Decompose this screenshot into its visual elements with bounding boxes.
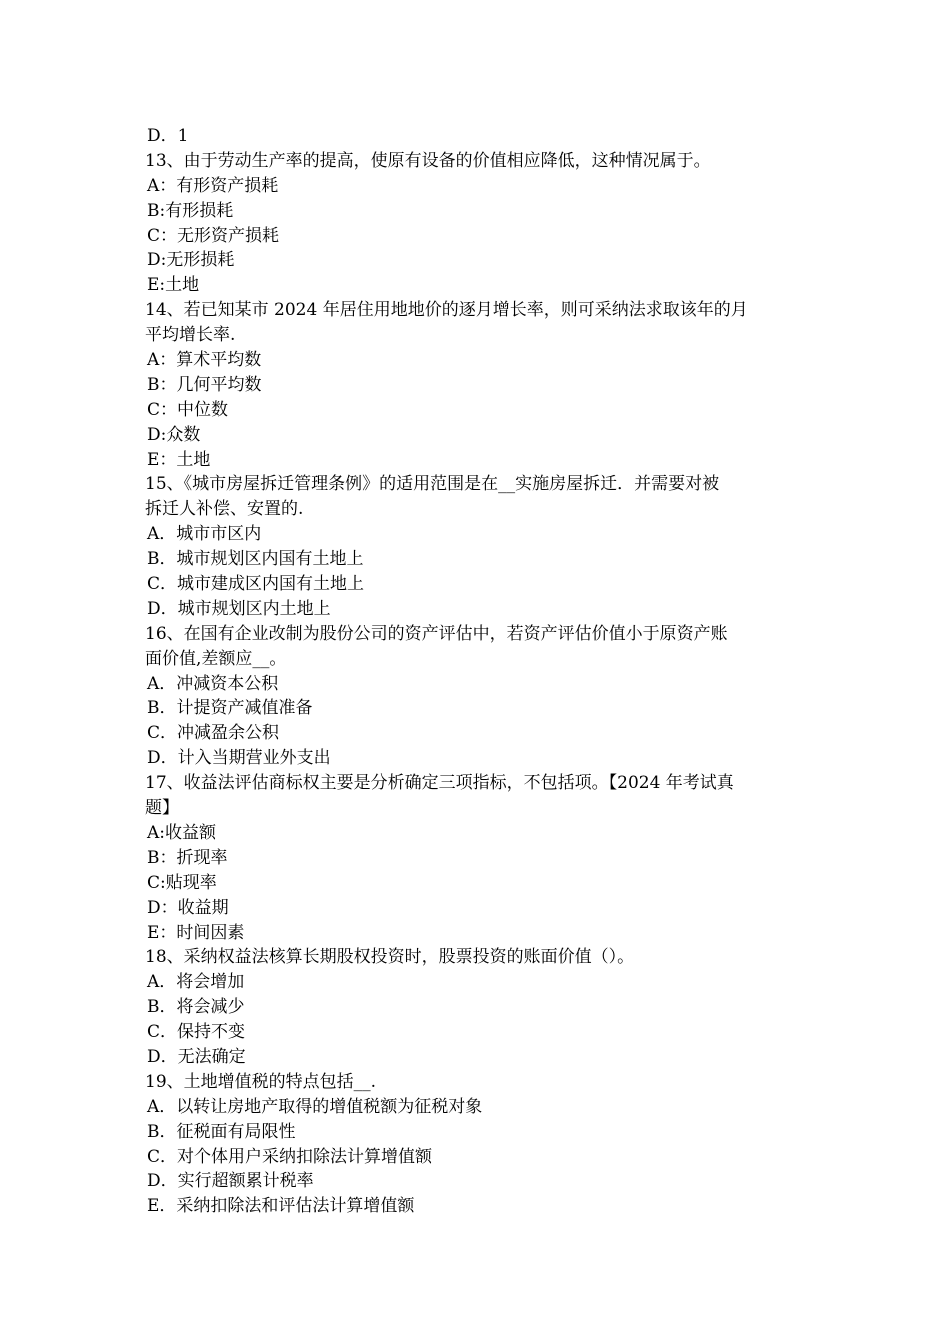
question-text: 19、土地增值税的特点包括__.	[145, 1071, 377, 1092]
answer-option: A．以转让房地产取得的增值税额为征税对象	[147, 1096, 483, 1117]
answer-option: C．冲减盈余公积	[147, 723, 280, 744]
question-text: 平均增长率.	[145, 325, 236, 346]
answer-option: A:收益额	[147, 822, 217, 843]
answer-option: D．实行超额累计税率	[147, 1171, 314, 1192]
answer-option: C：中位数	[147, 399, 229, 420]
question-text: 13、由于劳动生产率的提高，使原有设备的价值相应降低，这种情况属于。	[145, 150, 711, 171]
answer-option: A：算术平均数	[147, 350, 262, 371]
answer-option: B．计提资产减值准备	[147, 698, 313, 719]
answer-option: C:贴现率	[147, 872, 217, 893]
answer-option: E:土地	[147, 275, 200, 296]
answer-option: C：无形资产损耗	[147, 225, 280, 246]
answer-option: D．城市规划区内土地上	[147, 598, 331, 619]
answer-option: B．将会减少	[147, 997, 245, 1018]
answer-option: C．对个体用户采纳扣除法计算增值额	[147, 1146, 433, 1167]
answer-option: A．冲减资本公积	[147, 673, 279, 694]
question-text: 14、若已知某市 2024 年居住用地地价的逐月增长率，则可采纳法求取该年的月	[145, 300, 748, 321]
answer-option: D．1	[147, 126, 189, 146]
question-text: 15、《城市房屋拆迁管理条例》的适用范围是在__实施房屋拆迁．并需要对被	[145, 474, 720, 495]
answer-option: A：有形资产损耗	[147, 175, 279, 196]
answer-option: B：几何平均数	[147, 374, 262, 395]
answer-option: E．采纳扣除法和评估法计算增值额	[147, 1196, 415, 1217]
question-text: 17、收益法评估商标权主要是分析确定三项指标，不包括项。【2024 年考试真	[145, 773, 734, 794]
answer-option: B．征税面有局限性	[147, 1121, 296, 1142]
answer-option: D：收益期	[147, 897, 229, 918]
answer-option: E：时间因素	[147, 922, 245, 943]
answer-option: B：折现率	[147, 847, 228, 868]
answer-option: C．保持不变	[147, 1022, 246, 1043]
question-text: 面价值,差额应__。	[145, 648, 287, 669]
answer-option: E：土地	[147, 449, 211, 470]
document-body	[145, 124, 810, 1219]
answer-option: D:众数	[147, 424, 201, 445]
question-text: 题】	[145, 798, 179, 819]
answer-option: D:无形损耗	[147, 250, 235, 271]
answer-option: C．城市建成区内国有土地上	[147, 574, 365, 595]
answer-option: B．城市规划区内国有土地上	[147, 549, 364, 570]
answer-option: A．将会增加	[147, 972, 245, 993]
question-text: 16、在国有企业改制为股份公司的资产评估中，若资产评估价值小于原资产账	[145, 623, 728, 644]
question-text: 18、采纳权益法核算长期股权投资时，股票投资的账面价值（）。	[145, 947, 635, 968]
answer-option: B:有形损耗	[147, 200, 234, 221]
answer-option: A．城市市区内	[147, 524, 262, 545]
answer-option: D．计入当期营业外支出	[147, 748, 331, 769]
question-text: 拆迁人补偿、安置的.	[145, 499, 304, 520]
answer-option: D．无法确定	[147, 1046, 246, 1067]
